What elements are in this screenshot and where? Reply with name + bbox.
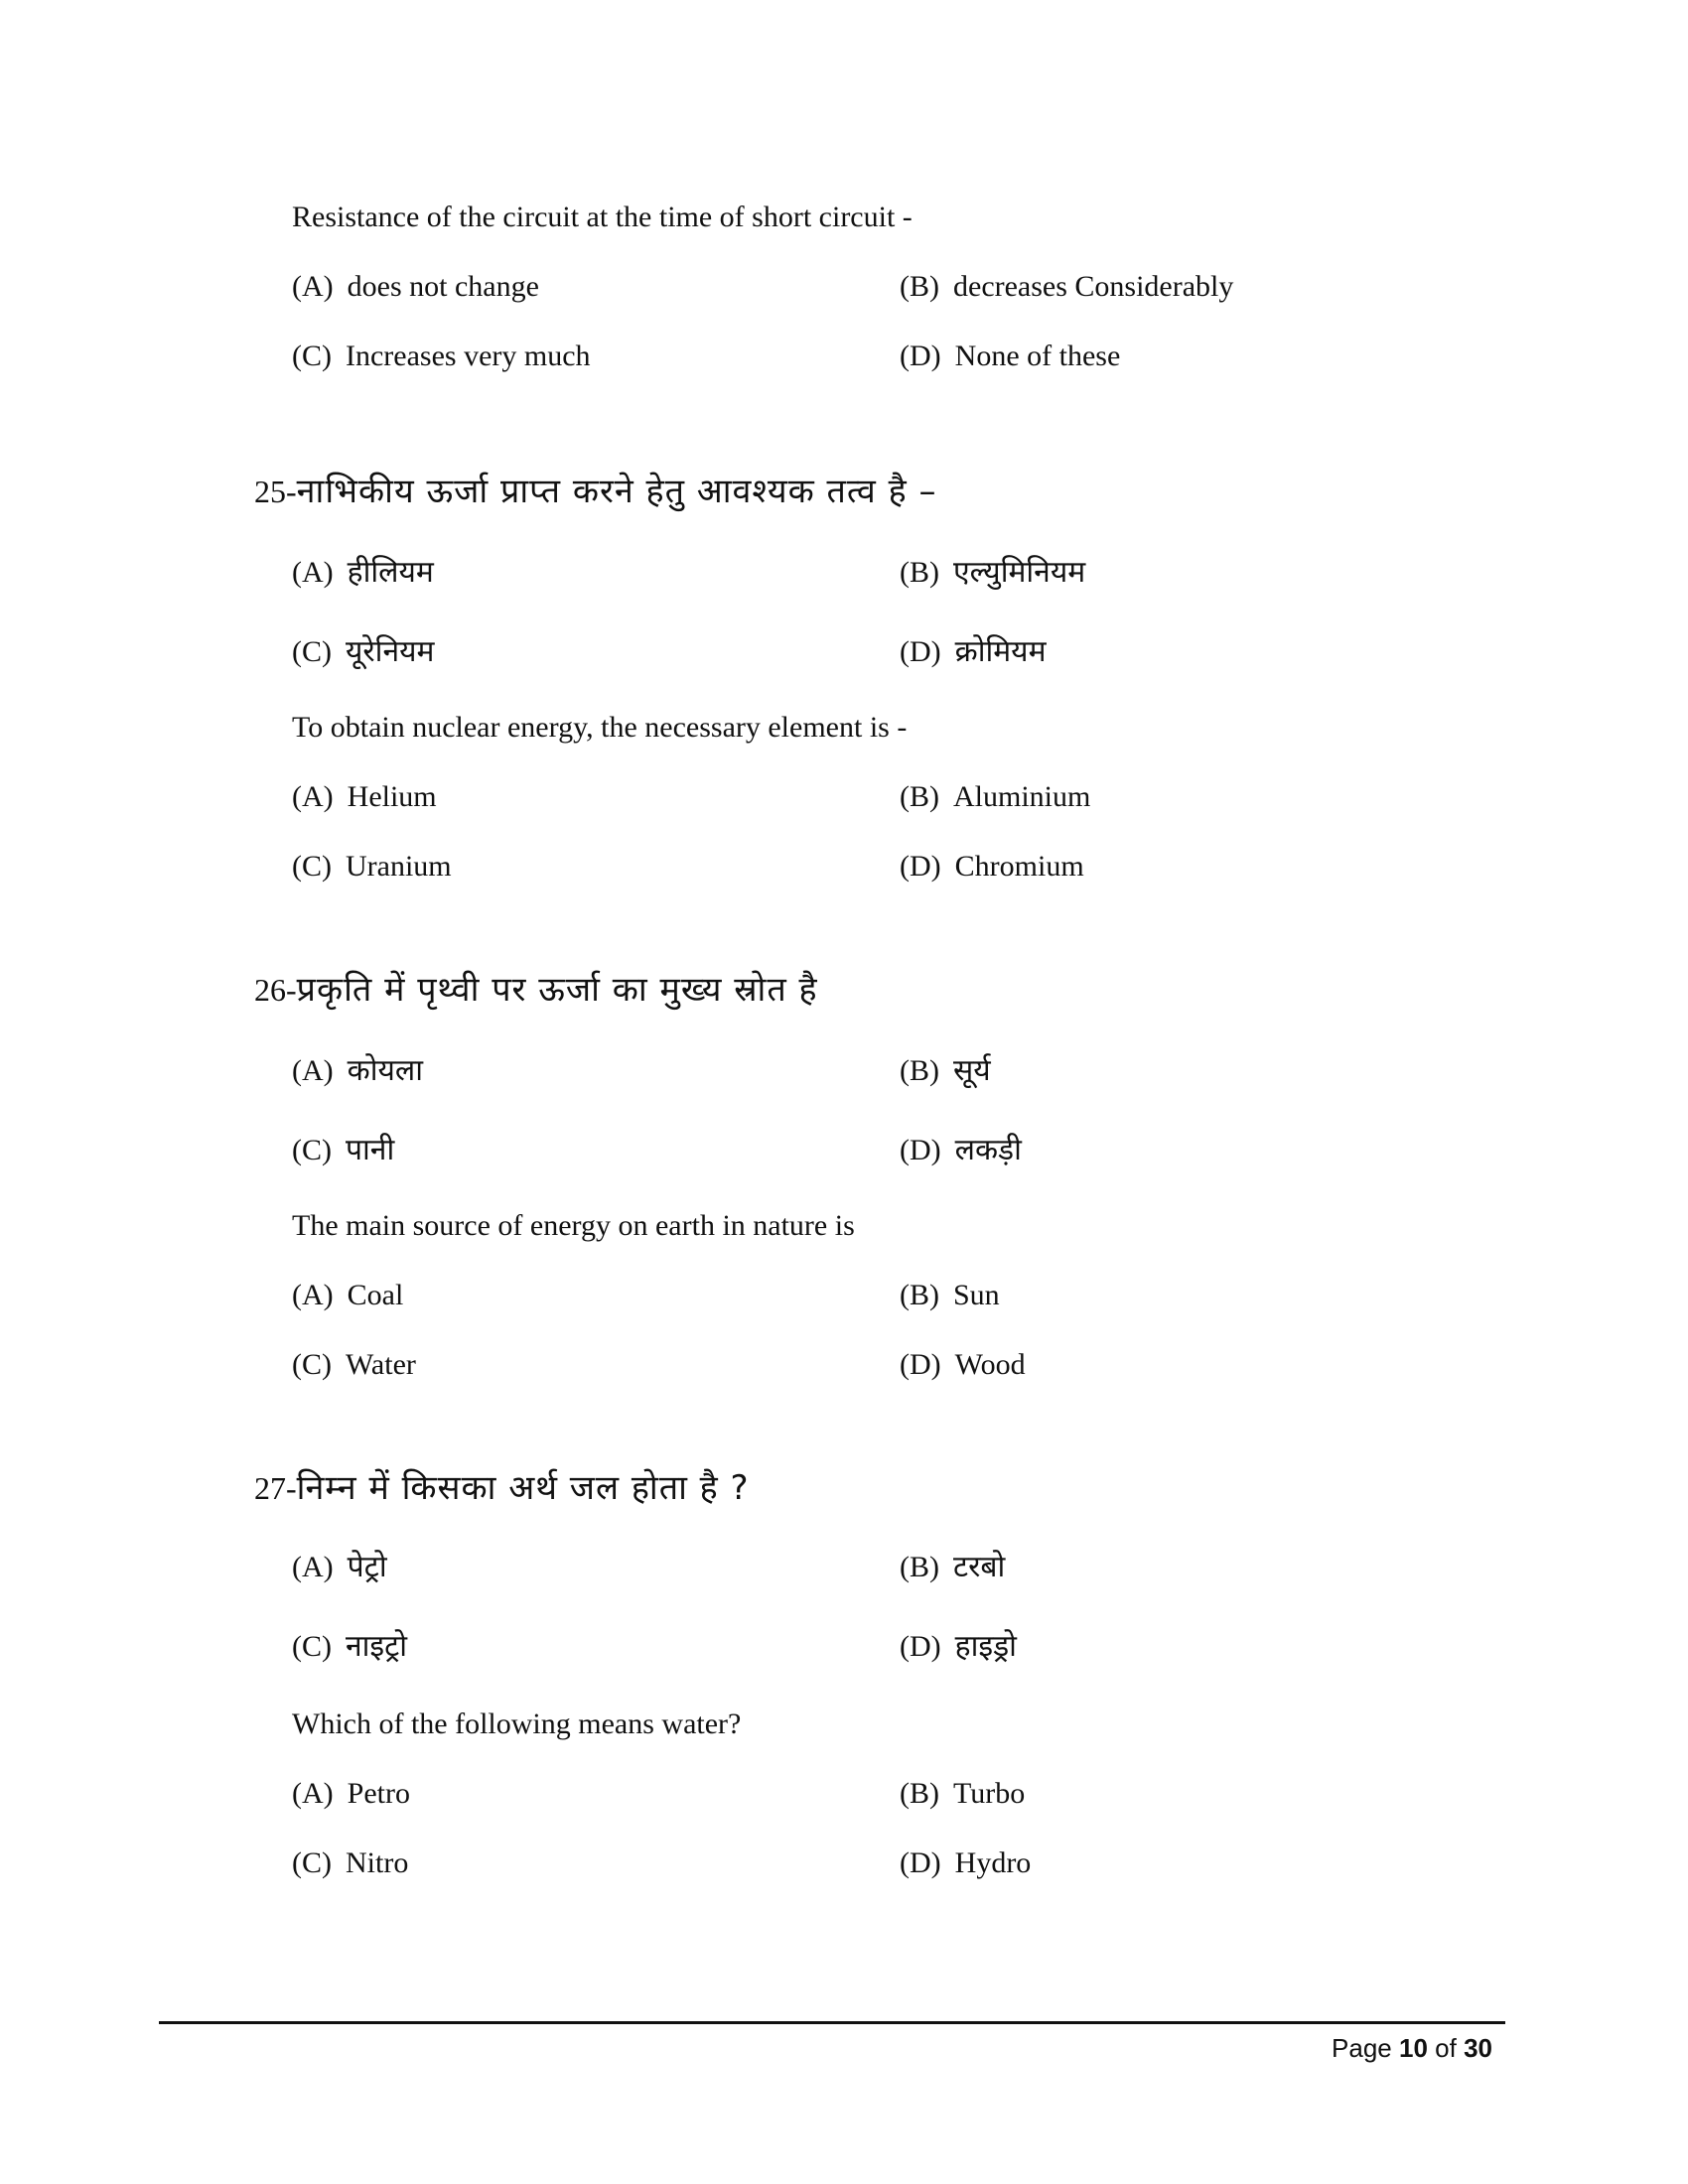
q26-option-c-hi: (C) पानी <box>292 1133 395 1167</box>
q27-question-hi: 27-निम्न में किसका अर्थ जल होता है ? <box>254 1468 750 1508</box>
q27-option-d-en: (D) Hydro <box>900 1846 1032 1879</box>
q27-question-en: Which of the following means water? <box>292 1707 742 1740</box>
q27-option-a-en: (A) Petro <box>292 1777 410 1810</box>
q26-option-b-en: (B) Sun <box>900 1279 1000 1311</box>
q27-option-c-hi: (C) नाइट्रो <box>292 1629 408 1664</box>
q26-option-a-hi: (A) कोयला <box>292 1053 423 1088</box>
q25-option-c-en: (C) Uranium <box>292 850 452 883</box>
q26-option-d-hi: (D) लकड़ी <box>900 1133 1022 1167</box>
q25-option-a-hi: (A) हीलियम <box>292 555 434 590</box>
current-page: 10 <box>1399 2033 1428 2063</box>
q25-option-a-en: (A) Helium <box>292 780 437 813</box>
q26-number: 26- <box>254 972 297 1008</box>
q27-option-b-en: (B) Turbo <box>900 1777 1026 1810</box>
q27-option-d-hi: (D) हाइड्रो <box>900 1629 1017 1664</box>
q24-option-a-en: (A) does not change <box>292 270 539 303</box>
q25-option-d-hi: (D) क्रोमियम <box>900 634 1047 669</box>
q25-option-b-hi: (B) एल्युमिनियम <box>900 555 1086 590</box>
q26-option-c-en: (C) Water <box>292 1348 416 1381</box>
q25-question-en: To obtain nuclear energy, the necessary element is - <box>292 711 908 744</box>
q27-option-c-en: (C) Nitro <box>292 1846 409 1879</box>
q24-question-en: Resistance of the circuit at the time of short circuit - <box>292 201 913 233</box>
q25-option-c-hi: (C) यूरेनियम <box>292 634 435 669</box>
q27-option-a-hi: (A) पेट्रो <box>292 1550 387 1584</box>
page-number: Page 10 of 30 <box>1332 2033 1492 2063</box>
q27-option-b-hi: (B) टरबो <box>900 1550 1006 1584</box>
q26-question-en: The main source of energy on earth in nature is <box>292 1209 855 1242</box>
q25-option-b-en: (B) Aluminium <box>900 780 1091 813</box>
q24-option-c-en: (C) Increases very much <box>292 340 591 372</box>
q24-option-b-en: (B) decreases Considerably <box>900 270 1234 303</box>
total-pages: 30 <box>1464 2033 1492 2063</box>
q26-option-d-en: (D) Wood <box>900 1348 1026 1381</box>
q25-option-d-en: (D) Chromium <box>900 850 1084 883</box>
q25-number: 25- <box>254 474 297 509</box>
q27-number: 27- <box>254 1470 297 1506</box>
q26-option-b-hi: (B) सूर्य <box>900 1053 991 1088</box>
footer-rule <box>159 2021 1505 2024</box>
q26-question-hi: 26-प्रकृति में पृथ्वी पर ऊर्जा का मुख्य स्रोत है <box>254 970 818 1010</box>
q25-question-hi: 25-नाभिकीय ऊर्जा प्राप्त करने हेतु आवश्यक तत्व है – <box>254 472 937 511</box>
q24-option-d-en: (D) None of these <box>900 340 1121 372</box>
q26-option-a-en: (A) Coal <box>292 1279 404 1311</box>
